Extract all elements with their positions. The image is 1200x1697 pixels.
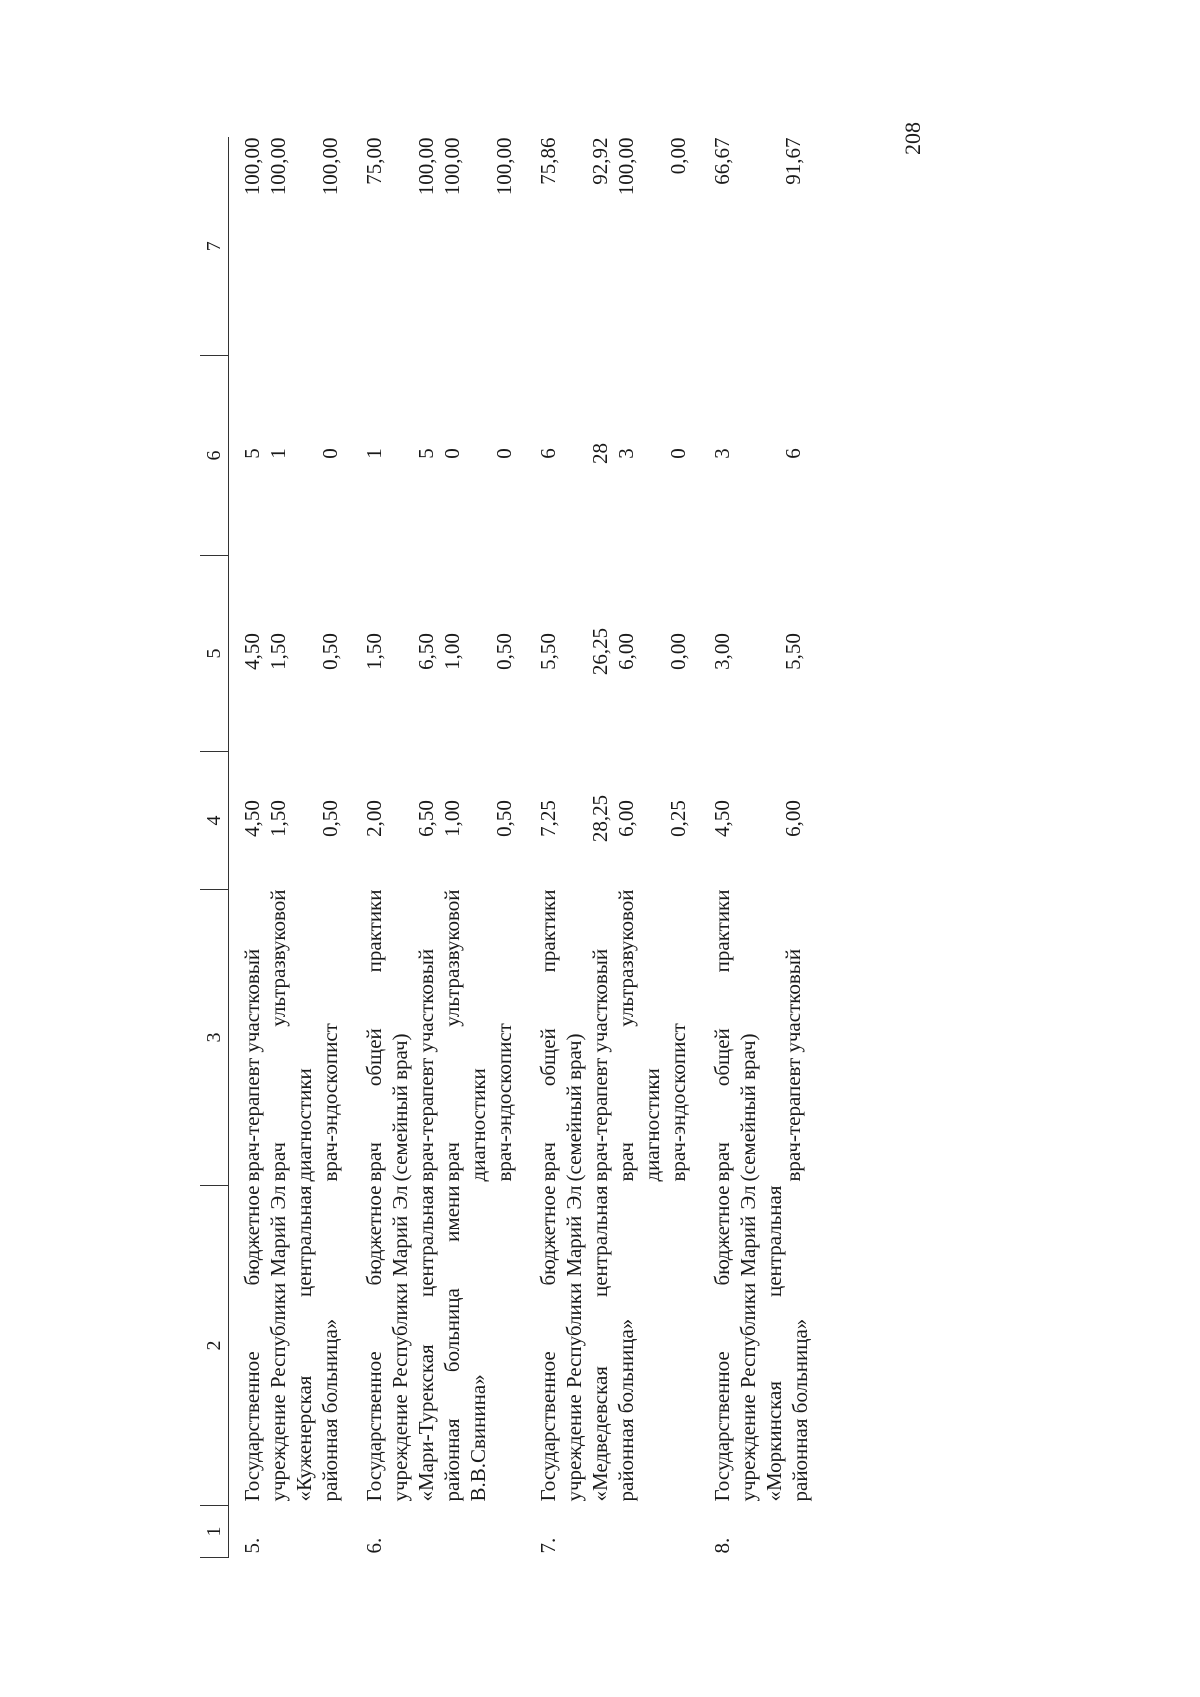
value-col5: 6,00 <box>614 633 638 670</box>
value-col4: 6,00 <box>614 800 638 837</box>
column-header: 7 <box>200 138 229 356</box>
table-row <box>229 138 266 1558</box>
value-col7: 100,00 <box>614 137 638 196</box>
value-col4: 0,25 <box>666 800 690 837</box>
table-row <box>691 138 780 1558</box>
value-col5: 0,50 <box>318 633 342 670</box>
column-header: 3 <box>200 890 229 1186</box>
value-col4: 1,50 <box>266 800 290 837</box>
column-header: 4 <box>200 752 229 890</box>
value-col7: 91,67 <box>780 137 805 185</box>
position-name: врач ультразвуковой диагностики <box>440 889 490 1182</box>
value-col6: 3 <box>710 448 734 459</box>
value-col7: 75,00 <box>362 137 386 185</box>
value-col6: 28 <box>588 443 612 464</box>
column-number-row <box>200 138 229 1558</box>
value-col6: 0 <box>318 448 342 459</box>
position-name: врач общей практики (семейный врач) <box>710 889 760 1182</box>
value-col6: 0 <box>440 448 464 459</box>
value-col5: 0,50 <box>492 633 516 670</box>
value-col4: 1,00 <box>440 800 464 837</box>
position-name: врач-эндоскопист <box>318 1023 342 1182</box>
value-col5: 3,00 <box>710 633 734 670</box>
row-number <box>491 1506 517 1558</box>
page-number: 208 <box>900 122 925 155</box>
table-row <box>343 138 413 1558</box>
row-number <box>413 1506 439 1558</box>
value-col6: 5 <box>414 448 438 459</box>
value-col6: 1 <box>362 448 386 459</box>
value-col6: 6 <box>536 448 560 459</box>
value-col4: 28,25 <box>588 794 612 843</box>
value-col7: 75,86 <box>536 137 560 185</box>
position-name: врач общей практики (семейный врач) <box>362 889 412 1182</box>
value-col5: 1,50 <box>266 633 290 670</box>
row-number: 5. <box>240 1537 264 1554</box>
organization-name: Государственное бюджетное учреждение Республики Марий Эл «Медведевская центральная районная больница» <box>536 1185 638 1502</box>
value-col6: 5 <box>240 448 264 459</box>
value-col4: 0,50 <box>318 800 342 837</box>
column-header: 1 <box>200 1506 229 1558</box>
column-header: 6 <box>200 356 229 556</box>
row-number <box>439 1506 491 1558</box>
row-number <box>613 1506 665 1558</box>
position-name: врач-эндоскопист <box>492 1023 516 1182</box>
value-col7: 100,00 <box>240 137 264 196</box>
value-col5: 0,00 <box>666 633 690 670</box>
organization-name: Государственное бюджетное учреждение Республики Марий Эл «Куженерская центральная районная больница» <box>240 1185 342 1502</box>
value-col4: 6,00 <box>780 800 805 837</box>
value-col4: 7,25 <box>536 800 560 837</box>
row-number <box>317 1506 343 1558</box>
value-col5: 1,00 <box>440 633 464 670</box>
staffing-table <box>200 138 1120 1558</box>
row-number: 8. <box>710 1537 734 1554</box>
table-row <box>517 138 587 1558</box>
organization-name: Государственное бюджетное учреждение Республики Марий Эл «Моркинская центральная районная больница» <box>710 1185 812 1502</box>
position-name: врач ультразвуковой диагностики <box>614 889 664 1182</box>
value-col6: 0 <box>492 448 516 459</box>
position-name: врач-терапевт участковый <box>414 948 438 1182</box>
row-number <box>265 1506 317 1558</box>
value-col4: 6,50 <box>414 800 438 837</box>
position-name: врач-терапевт участковый <box>780 948 805 1182</box>
value-col5: 4,50 <box>240 633 264 670</box>
position-name: врач-терапевт участковый <box>588 948 612 1182</box>
value-col7: 100,00 <box>414 137 438 196</box>
value-col5: 6,50 <box>414 633 438 670</box>
value-col4: 4,50 <box>240 800 264 837</box>
value-col4: 2,00 <box>362 800 386 837</box>
row-number: 7. <box>536 1537 560 1554</box>
row-number <box>665 1506 691 1558</box>
position-name: врач-терапевт участковый <box>240 948 264 1182</box>
value-col7: 100,00 <box>440 137 464 196</box>
value-col5: 5,50 <box>780 633 805 670</box>
position-name: врач ультразвуковой диагностики <box>266 889 316 1182</box>
value-col6: 0 <box>666 448 690 459</box>
row-number <box>587 1506 613 1558</box>
position-name: врач общей практики (семейный врач) <box>536 889 586 1182</box>
value-col7: 100,00 <box>492 137 516 196</box>
value-col5: 5,50 <box>536 633 560 670</box>
value-col7: 0,00 <box>666 137 690 175</box>
value-col6: 6 <box>780 448 805 459</box>
value-col7: 66,67 <box>710 137 734 185</box>
value-col7: 92,92 <box>588 137 612 185</box>
position-name: врач-эндоскопист <box>666 1023 690 1182</box>
value-col6: 1 <box>266 448 290 459</box>
value-col6: 3 <box>614 448 638 459</box>
column-header: 5 <box>200 556 229 752</box>
value-col7: 100,00 <box>266 137 290 196</box>
value-col7: 100,00 <box>318 137 342 196</box>
value-col5: 26,25 <box>588 627 612 676</box>
organization-name: Государственное бюджетное учреждение Республики Марий Эл «Мари-Турекская центральная районная больница имени В.В.Свинина» <box>362 1185 490 1502</box>
value-col4: 0,50 <box>492 800 516 837</box>
column-header: 2 <box>200 1186 229 1506</box>
row-number: 6. <box>362 1537 386 1554</box>
value-col5: 1,50 <box>362 633 386 670</box>
value-col4: 4,50 <box>710 800 734 837</box>
row-number <box>780 1506 813 1558</box>
staffing-grid <box>200 138 813 1559</box>
